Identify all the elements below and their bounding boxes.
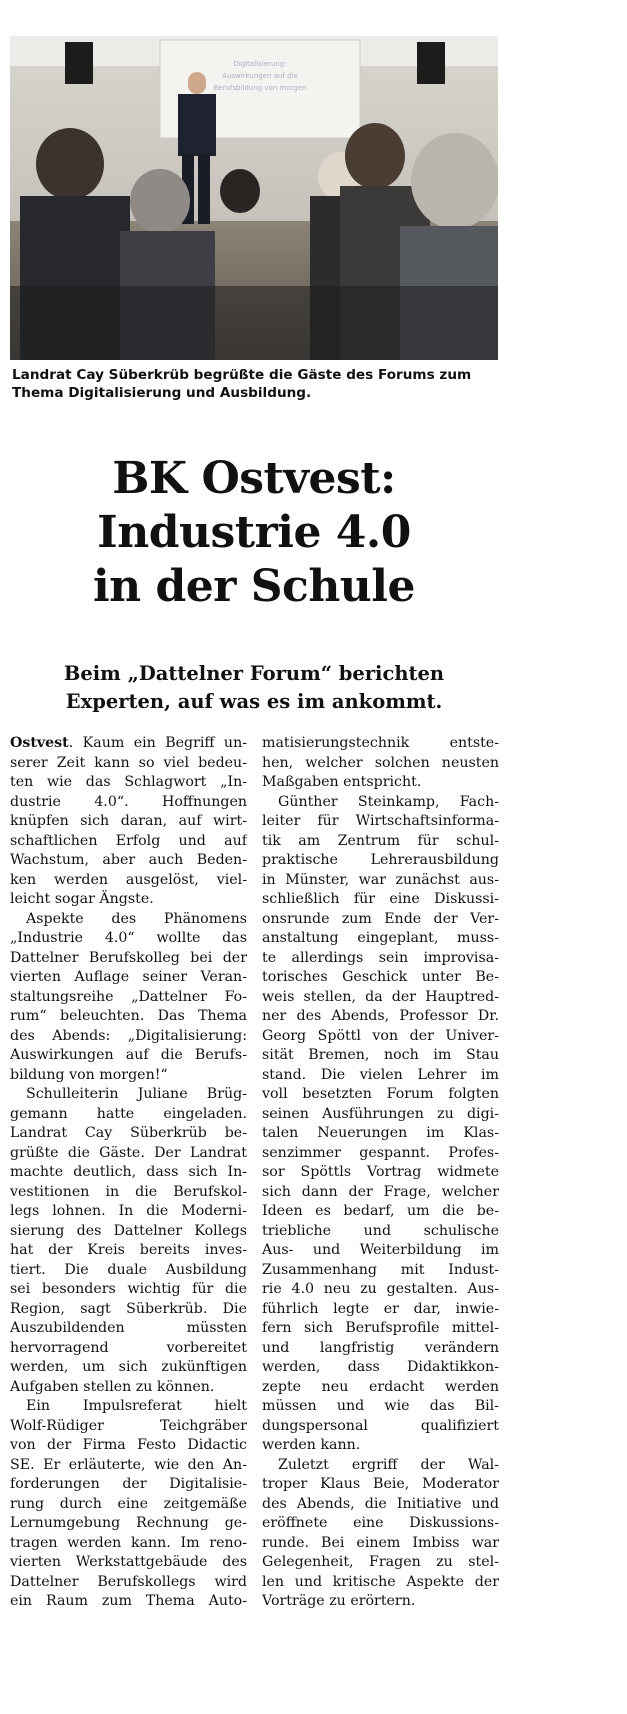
- subhead-line: Experten, auf was es im ankommt.: [65, 690, 443, 713]
- subheadline: [10, 660, 498, 716]
- article-line-text: hen, welcher solchen neusten: [262, 754, 499, 771]
- article-line: [262, 1222, 499, 1242]
- photo-caption: [12, 366, 512, 402]
- article-line-text: leicht sogar Ängste.: [10, 891, 154, 907]
- article-line: [10, 1573, 247, 1593]
- article-line: [262, 1144, 499, 1164]
- article-line-text: sierung des Dattelner Kollegs: [10, 1222, 247, 1239]
- article-line-text: eröffnete eine Diskussions-: [262, 1515, 499, 1531]
- article-line-text: forderungen der Digitalisie-: [10, 1476, 247, 1492]
- article-line: [262, 968, 499, 988]
- article-line: [262, 988, 499, 1008]
- article-line: [10, 1358, 247, 1378]
- article-line-text: vestitionen in die Berufskol-: [10, 1183, 247, 1200]
- article-line: [10, 1456, 247, 1476]
- article-line-text: grüßte die Gäste. Der Landrat: [10, 1144, 247, 1161]
- article-line: [262, 1592, 499, 1612]
- article-line: [262, 929, 499, 949]
- article-line-text: hat der Kreis bereits inves-: [10, 1242, 247, 1258]
- article-line: [10, 1553, 247, 1573]
- article-line-text: Aspekte des Phänomens: [26, 910, 247, 927]
- article-line-text: torisches Geschick unter Be-: [262, 969, 499, 985]
- article-line: [262, 1163, 499, 1183]
- article-line: [10, 1124, 247, 1144]
- article-line-text: praktische Lehrerausbildung: [262, 852, 499, 868]
- article-line-text: stand. Die vielen Lehrer im: [262, 1066, 499, 1083]
- article-line: [10, 1495, 247, 1515]
- article-line: [262, 1124, 499, 1144]
- article-line-text: Günther Steinkamp, Fach-: [278, 793, 499, 810]
- article-line-text: werden kann.: [262, 1437, 361, 1453]
- article-line-text: Ein Impulsreferat hielt: [26, 1398, 247, 1414]
- article-line: [262, 734, 499, 754]
- article-line: [262, 1261, 499, 1281]
- article-line: [10, 1046, 247, 1066]
- article-line-text: leiter für Wirtschaftsinforma-: [262, 813, 499, 829]
- article-line-text: sität Bremen, noch im Stau: [262, 1047, 499, 1063]
- article-line-text: schaftlichen Erfolg und auf: [10, 832, 247, 849]
- article-line-text: Ideen es bedarf, um die be-: [262, 1203, 499, 1219]
- article-line: [262, 1027, 499, 1047]
- article-line: [262, 1573, 499, 1593]
- article-line-text: tik am Zentrum für schul-: [262, 832, 499, 849]
- headline: [10, 452, 498, 614]
- article-line-text: ein Raum zum Thema Auto-: [10, 1593, 247, 1609]
- article-line-text: Vorträge zu erörtern.: [262, 1593, 416, 1609]
- article-line: [262, 851, 499, 871]
- article-line-text: te allerdings sein improvisa-: [262, 949, 499, 966]
- article-line: [10, 1475, 247, 1495]
- article-line: [10, 929, 247, 949]
- article-line: [262, 1339, 499, 1359]
- article-line: [262, 1280, 499, 1300]
- article-line-text: ner des Abends, Professor Dr.: [262, 1008, 499, 1024]
- article-line: [10, 1241, 247, 1261]
- article-line: [262, 1105, 499, 1125]
- article-line: [10, 968, 247, 988]
- article-line-text: gemann hatte eingeladen.: [10, 1105, 247, 1122]
- article-line-text: werden, um sich zukünftigen: [10, 1359, 247, 1375]
- article-line: [10, 1280, 247, 1300]
- article-line: [262, 773, 499, 793]
- article-line: [10, 1085, 247, 1105]
- article-line: [10, 949, 247, 969]
- article-line: [10, 910, 247, 930]
- article-line-text: len und kritische Aspekte der: [262, 1573, 499, 1590]
- screen-text-3: Berufsbildung von morgen: [213, 84, 307, 92]
- article-line: [10, 1319, 247, 1339]
- article-line-text: Auszubildenden müssten: [10, 1320, 247, 1336]
- article-line: [10, 1378, 247, 1398]
- article-line-text: Aufgaben stellen zu können.: [10, 1378, 215, 1395]
- article-line-text: und langfristig verändern: [262, 1339, 499, 1356]
- article-line: [10, 1202, 247, 1222]
- article-line: [10, 871, 247, 891]
- article-column-left: [10, 734, 247, 1612]
- article-line: [262, 1066, 499, 1086]
- article-column-right: [262, 734, 499, 1612]
- article-line-text: schließlich für eine Diskussi-: [262, 891, 499, 907]
- article-line: [262, 1534, 499, 1554]
- article-line-text: Landrat Cay Süberkrüb be-: [10, 1125, 247, 1141]
- article-line: [262, 1475, 499, 1495]
- article-line: [10, 1339, 247, 1359]
- article-line-text: in Münster, war zunächst aus-: [262, 871, 499, 888]
- screen-text-2: Auswirkungen auf die: [222, 72, 298, 80]
- article-line: [10, 1300, 247, 1320]
- caption-line: Landrat Cay Süberkrüb begrüßte die Gäste des Forums zum: [12, 367, 472, 383]
- headline-line: in der Schule: [92, 561, 416, 612]
- caption-line: Thema Digitalisierung und Ausbildung.: [12, 385, 312, 401]
- photo-illustration: [10, 36, 498, 360]
- article-line-text: führlich legte er dar, inwie-: [262, 1300, 499, 1317]
- article-line-text: Aus- und Weiterbildung im: [262, 1242, 499, 1258]
- article-line: [10, 812, 247, 832]
- article-line-text: tiert. Die duale Ausbildung: [10, 1261, 247, 1278]
- article-line-text: machte deutlich, dass sich In-: [10, 1164, 247, 1180]
- article-line: [10, 793, 247, 813]
- subhead-line: Beim „Dattelner Forum“ berichten: [63, 662, 445, 685]
- article-line: [262, 1397, 499, 1417]
- article-line: [262, 1007, 499, 1027]
- article-line: [262, 1241, 499, 1261]
- article-line: [262, 1553, 499, 1573]
- article-line-text: sor Spöttls Vortrag widmete: [262, 1164, 499, 1180]
- article-line: [10, 1417, 247, 1437]
- article-line: [10, 851, 247, 871]
- article-line: [262, 910, 499, 930]
- article-line: [10, 1534, 247, 1554]
- article-line-text: Schulleiterin Juliane Brüg-: [26, 1086, 247, 1102]
- article-line: [262, 1378, 499, 1398]
- article-line-text: ten wie das Schlagwort „In-: [10, 774, 247, 790]
- article-line: [262, 812, 499, 832]
- article-line: [10, 1222, 247, 1242]
- article-line-text: von der Firma Festo Didactic: [10, 1437, 247, 1453]
- article-line-text: Wolf-Rüdiger Teichgräber: [10, 1417, 247, 1434]
- article-line-text: knüpfen sich daran, auf wirt-: [10, 813, 247, 829]
- article-line-text: Gelegenheit, Fragen zu stel-: [262, 1554, 499, 1570]
- article-line-text: seinen Ausführungen zu digi-: [262, 1105, 499, 1122]
- article-line: [10, 1027, 247, 1047]
- article-line-text: Lernumgebung Rechnung ge-: [10, 1515, 247, 1531]
- article-line-text: Auswirkungen auf die Berufs-: [10, 1047, 247, 1063]
- article-line-text: legs lohnen. In die Moderni-: [10, 1203, 247, 1219]
- article-line-text: zepte neu erdacht werden: [262, 1378, 499, 1395]
- article-line: [10, 1436, 247, 1456]
- article-line: [262, 1300, 499, 1320]
- article-line-text: müssen und wie das Bil-: [262, 1398, 499, 1414]
- article-line-text: des Abends, die Initiative und: [262, 1495, 499, 1512]
- article-line: [262, 832, 499, 852]
- article-line-text: „Industrie 4.0“ wollte das: [10, 930, 247, 946]
- article-line-text: rung durch eine zeitgemäße: [10, 1495, 247, 1512]
- article-line: [262, 1456, 499, 1476]
- article-line-text: werden, dass Didaktikkon-: [262, 1359, 499, 1375]
- article-line: [262, 1358, 499, 1378]
- article-line-text: bildung von morgen!“: [10, 1066, 168, 1083]
- article-line-text: Zuletzt ergriff der Wal-: [278, 1456, 499, 1473]
- article-line-text: Region, sagt Süberkrüb. Die: [10, 1300, 247, 1317]
- article-line: [262, 1046, 499, 1066]
- article-line-text: des Abends: „Digitalisierung:: [10, 1027, 247, 1044]
- article-line-text: Dattelner Berufskollegs wird: [10, 1573, 247, 1590]
- article-line-text: rum“ beleuchten. Das Thema: [10, 1008, 247, 1024]
- article-line-text: dustrie 4.0“. Hoffnungen: [10, 793, 247, 810]
- article-photo: [10, 36, 498, 360]
- article-line-text: rie 4.0 neu zu gestalten. Aus-: [262, 1281, 499, 1297]
- article-line: [262, 1319, 499, 1339]
- article-line: [262, 1495, 499, 1515]
- dateline: Ostvest: [10, 735, 69, 751]
- article-line-text: vierten Werkstattgebäude des: [10, 1554, 247, 1570]
- article-line-text: Maßgaben entspricht.: [262, 774, 422, 790]
- article-line-text: weis stellen, da der Hauptred-: [262, 988, 499, 1005]
- article-line: [262, 871, 499, 891]
- article-line-text: . Kaum ein Begriff un-: [68, 735, 247, 751]
- article-line: [262, 754, 499, 774]
- article-line: [10, 1397, 247, 1417]
- article-line: [262, 949, 499, 969]
- article-line-text: voll besetzten Forum folgten: [262, 1086, 499, 1102]
- article-line-text: vierten Auflage seiner Veran-: [10, 969, 247, 985]
- article-line-text: Georg Spöttl von der Univer-: [262, 1027, 499, 1044]
- article-line: [10, 890, 247, 910]
- article-line-text: tragen werden kann. Im reno-: [10, 1534, 247, 1551]
- article-line: [10, 754, 247, 774]
- article-line: [10, 1066, 247, 1086]
- article-line-text: hervorragend vorbereitet: [10, 1339, 247, 1356]
- article-line-text: serer Zeit kann so viel bedeu-: [10, 754, 247, 771]
- article-line-text: dungspersonal qualifiziert: [262, 1417, 499, 1434]
- article-line: [10, 1261, 247, 1281]
- article-line: [262, 1085, 499, 1105]
- headline-line: BK Ostvest:: [112, 453, 396, 504]
- article-line-text: anstaltung eingeplant, muss-: [262, 930, 499, 946]
- article-line-text: sei besonders wichtig für die: [10, 1281, 247, 1297]
- article-line: [10, 1144, 247, 1164]
- article-line: [262, 1436, 499, 1456]
- article-line-text: staltungsreihe „Dattelner Fo-: [10, 988, 247, 1005]
- article-line: [262, 1417, 499, 1437]
- article-line-text: triebliche und schulische: [262, 1222, 499, 1239]
- article-line-text: sich dann der Frage, welcher: [262, 1183, 499, 1200]
- article-line: [10, 1592, 247, 1612]
- article-line-text: ken werden ausgelöst, viel-: [10, 871, 247, 888]
- article-line: [10, 773, 247, 793]
- article-line: [10, 1163, 247, 1183]
- article-line: [10, 1105, 247, 1125]
- article-line-text: matisierungstechnik entste-: [262, 735, 499, 751]
- headline-line: Industrie 4.0: [97, 507, 411, 558]
- article-line: [10, 1514, 247, 1534]
- article-line-text: runde. Bei einem Imbiss war: [262, 1534, 499, 1551]
- article-line: [10, 832, 247, 852]
- article-line: [262, 793, 499, 813]
- article-line: [10, 1183, 247, 1203]
- article-line: [10, 1007, 247, 1027]
- article-line: [262, 1183, 499, 1203]
- article-line-text: senzimmer gespannt. Profes-: [262, 1144, 499, 1161]
- article-line: [262, 1202, 499, 1222]
- article-line-text: troper Klaus Beie, Moderator: [262, 1476, 499, 1492]
- article-line-text: Dattelner Berufskolleg bei der: [10, 949, 247, 966]
- article-line-text: SE. Er erläuterte, wie den An-: [10, 1456, 247, 1473]
- article-line-text: talen Neuerungen im Klas-: [262, 1125, 499, 1141]
- article-line-text: Wachstum, aber auch Beden-: [10, 852, 247, 868]
- article-line-text: onsrunde zum Ende der Ver-: [262, 910, 499, 927]
- article-line: [262, 1514, 499, 1534]
- article-line: [10, 734, 247, 754]
- article-line: [262, 890, 499, 910]
- screen-text-1: Digitalisierung:: [233, 60, 287, 68]
- article-line-text: Zusammenhang mit Indust-: [262, 1261, 499, 1278]
- article-line-text: fern sich Berufsprofile mittel-: [262, 1320, 499, 1336]
- article-line: [10, 988, 247, 1008]
